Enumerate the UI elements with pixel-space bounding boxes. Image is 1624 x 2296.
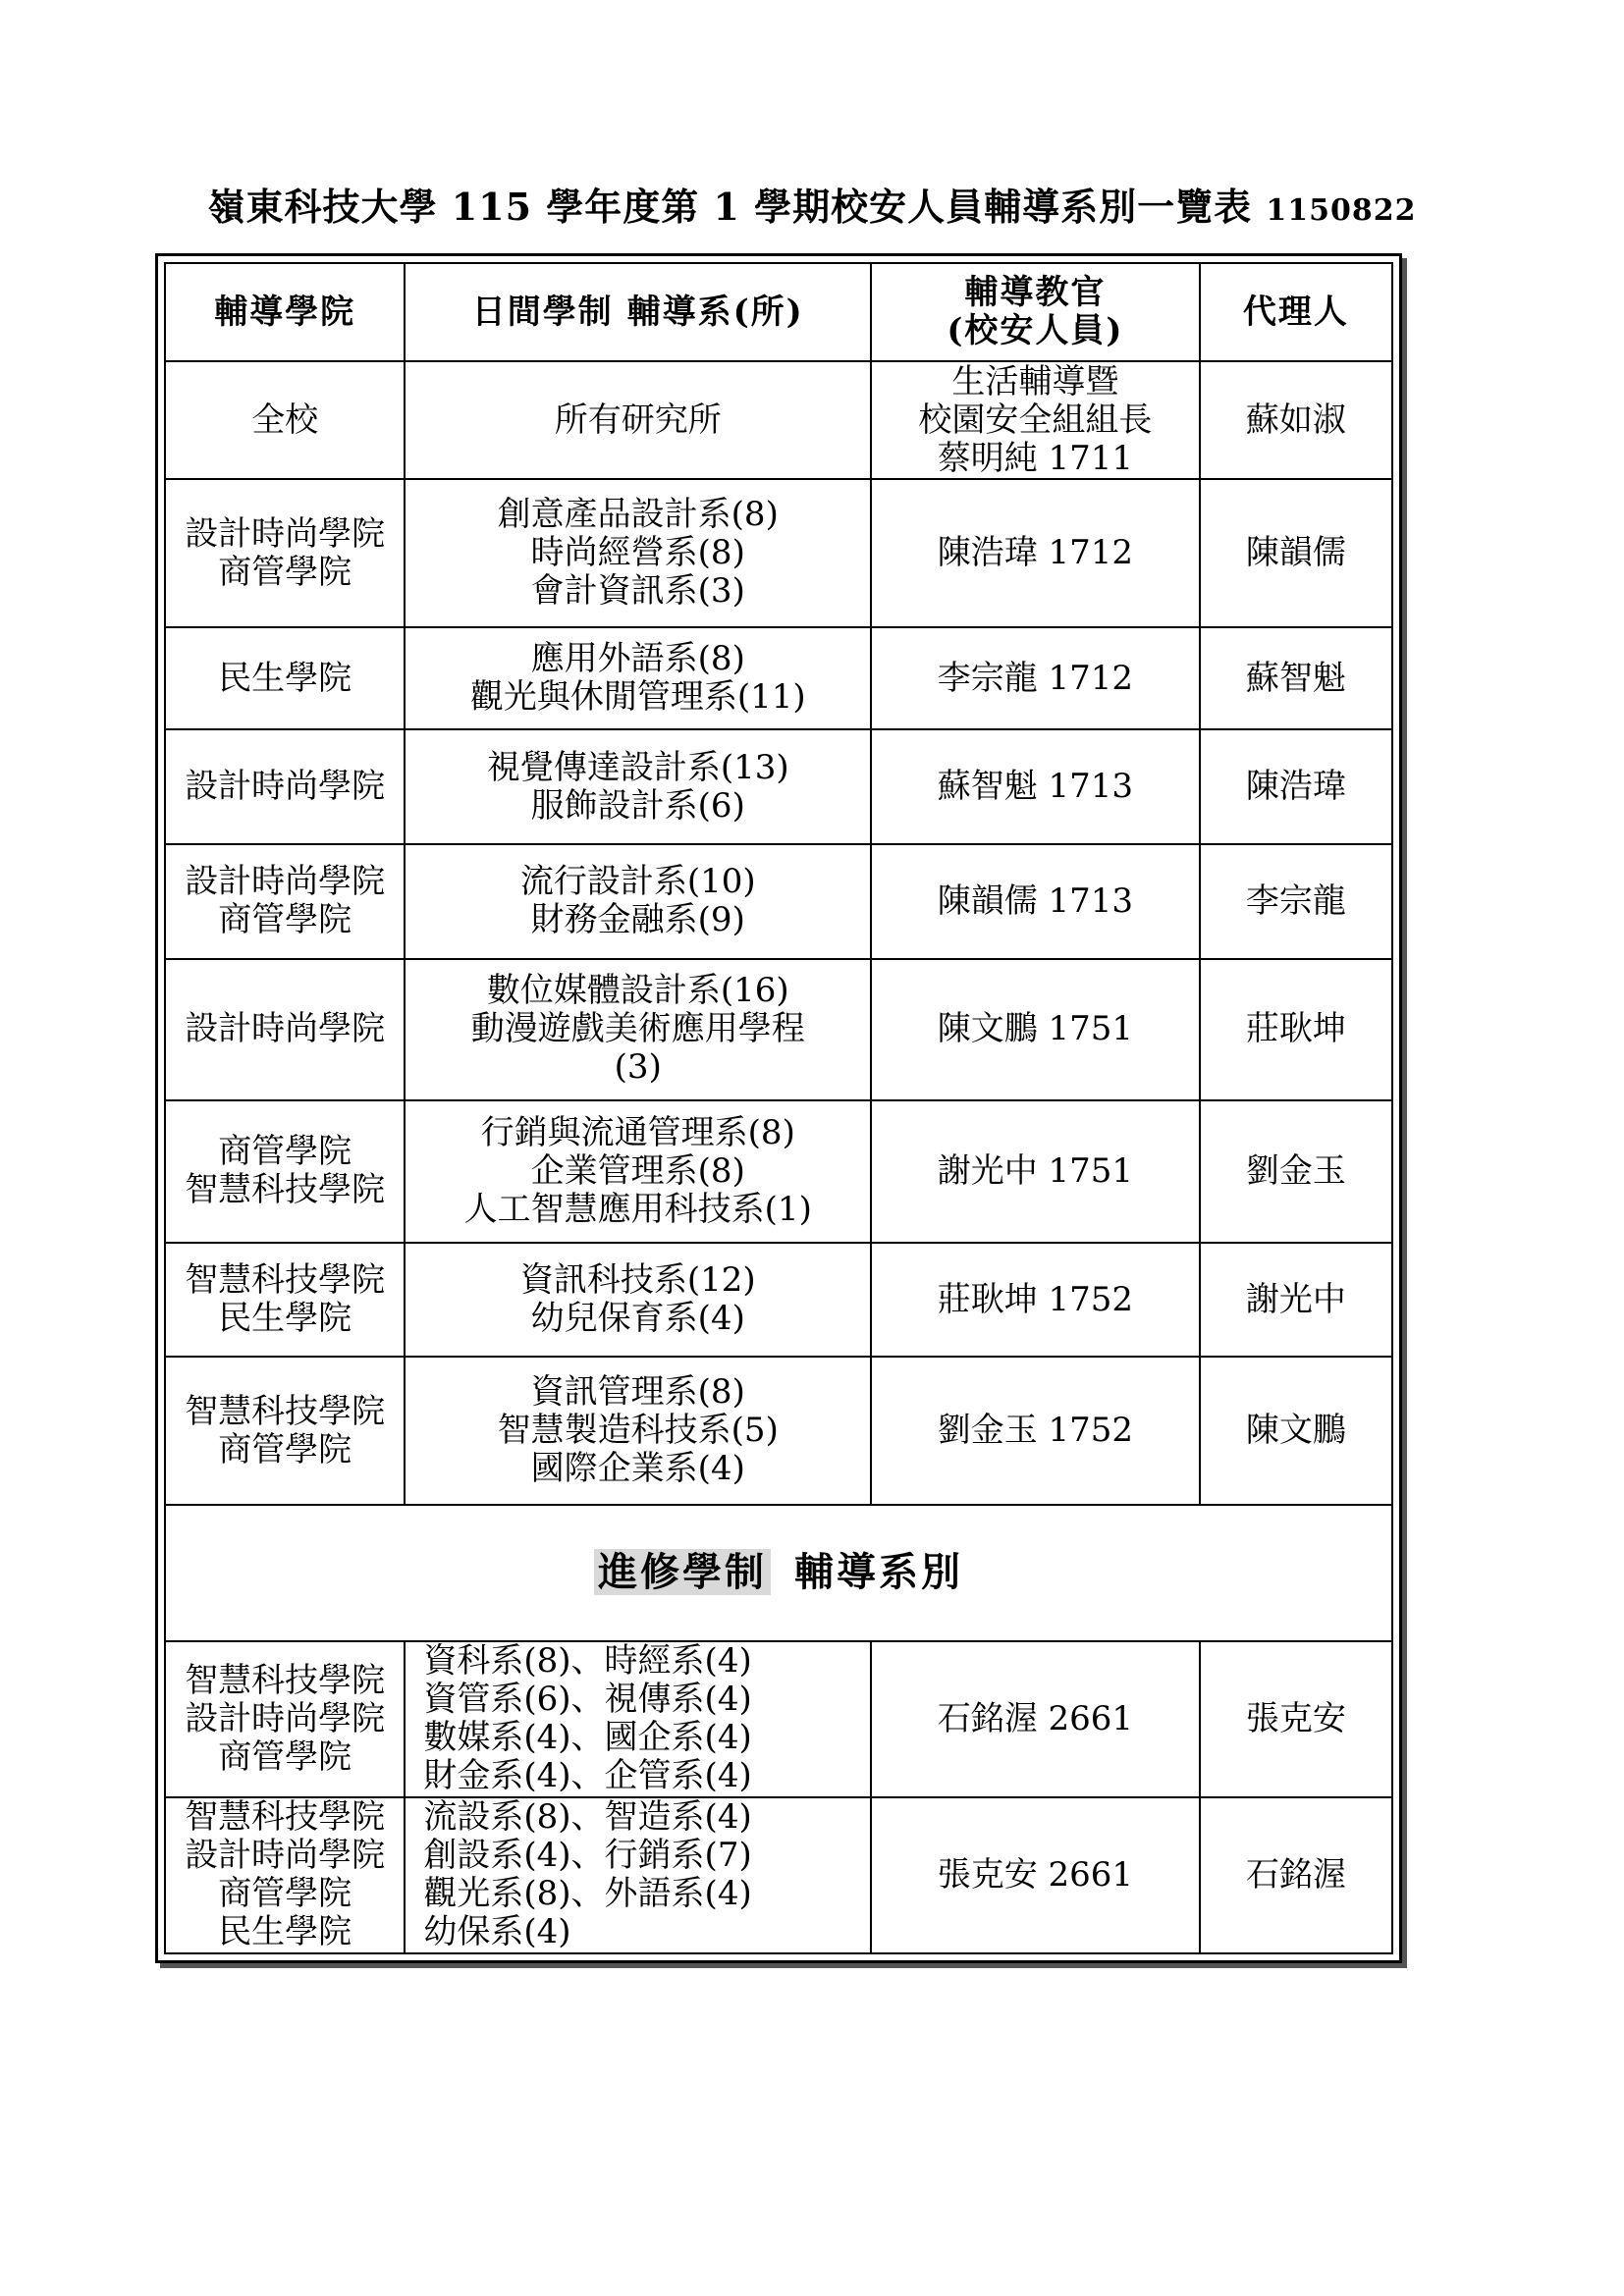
college-cell [165,627,405,729]
depts-cell-line: 所有研究所 [554,400,722,440]
college-cell [165,1797,405,1953]
officer-cell-line: 陳浩瑋 1712 [937,533,1134,573]
depts-cell-line: 智慧製造科技系(5) [497,1411,779,1451]
college-cell [165,361,405,479]
officer-cell [871,627,1200,729]
agent-cell: 莊耿坤 [1200,959,1392,1101]
depts-cell [405,627,871,729]
depts-cell-line: 資管系(6)、視傳系(4) [423,1680,752,1720]
college-cell-line: 全校 [251,400,319,440]
college-cell [165,1357,405,1505]
header-agent: 代理人 [1200,263,1392,361]
agent-cell: 李宗龍 [1200,844,1392,959]
agent-cell: 蘇如淑 [1200,361,1392,479]
college-cell [165,479,405,627]
college-cell-line: 設計時尚學院 [185,1836,386,1876]
college-cell [165,1100,405,1243]
header-officer [871,263,1200,361]
depts-cell [405,729,871,844]
college-cell-line: 設計時尚學院 [185,1698,386,1738]
officer-cell [871,479,1200,627]
agent-cell: 陳文鵬 [1200,1357,1392,1505]
college-cell [165,959,405,1101]
depts-cell [405,1100,871,1243]
table-row [165,1797,1392,1953]
depts-cell-line: 國際企業系(4) [530,1449,745,1489]
table-row [165,1100,1392,1243]
college-cell [165,844,405,959]
college-cell-line: 商管學院 [218,1874,352,1914]
depts-cell-line: 人工智慧應用科技系(1) [463,1190,812,1230]
officer-cell [871,959,1200,1101]
officer-cell-line: 陳韻儒 1713 [937,881,1134,921]
agent-cell: 陳浩瑋 [1200,729,1392,844]
table-row [165,479,1392,627]
depts-cell [405,844,871,959]
depts-cell [405,1641,871,1797]
officer-cell [871,361,1200,479]
depts-cell-line: 資科系(8)、時經系(4) [423,1641,752,1682]
college-cell-line: 民生學院 [218,1912,352,1952]
table-row [165,1357,1392,1505]
depts-cell-line: 數媒系(4)、國企系(4) [423,1718,752,1758]
officer-cell [871,729,1200,844]
table-row [165,361,1392,479]
evening-heading-row [165,1505,1392,1641]
officer-cell [871,1641,1200,1797]
officer-cell-line: 校園安全組組長 [918,400,1153,440]
agent-cell: 張克安 [1200,1641,1392,1797]
title-code: 1150822 [1266,193,1417,228]
officer-cell-line: 蘇智魁 1713 [937,767,1134,807]
college-cell-line: 智慧科技學院 [185,1259,386,1300]
depts-cell [405,361,871,479]
college-cell-line: 商管學院 [218,1132,352,1172]
depts-cell-line: 企業管理系(8) [530,1150,745,1191]
college-cell [165,1641,405,1797]
table-row [165,1641,1392,1797]
officer-cell [871,1243,1200,1358]
depts-cell-line: 時尚經營系(8) [530,533,745,573]
evening-heading-rest: 輔導系別 [794,1549,963,1596]
depts-cell-line: 觀光系(8)、外語系(4) [423,1874,752,1914]
college-cell-line: 商管學院 [218,900,352,940]
table-frame [155,253,1402,1963]
officer-cell [871,1100,1200,1243]
depts-cell-line: 創設系(4)、行銷系(7) [423,1836,752,1876]
depts-cell-line: 應用外語系(8) [530,639,745,679]
college-cell-line: 民生學院 [218,658,352,698]
depts-cell-line: 資訊管理系(8) [530,1372,745,1413]
depts-cell-line: 觀光與休閒管理系(11) [469,677,806,718]
table-row [165,844,1392,959]
depts-cell-line: 流行設計系(10) [519,862,756,902]
officer-cell [871,844,1200,959]
college-cell-line: 智慧科技學院 [185,1797,386,1838]
college-cell-line: 智慧科技學院 [185,1391,386,1431]
depts-cell-line: 幼兒保育系(4) [530,1299,745,1339]
college-cell-line: 設計時尚學院 [185,513,386,554]
depts-cell-line: (3) [614,1047,662,1088]
agent-cell: 陳韻儒 [1200,479,1392,627]
depts-cell-line: 會計資訊系(3) [530,571,745,612]
officer-cell-line: 張克安 2661 [937,1854,1134,1895]
depts-cell-line: 創意產品設計系(8) [497,494,779,534]
depts-cell [405,959,871,1101]
officer-cell-line: 李宗龍 1712 [937,658,1134,698]
college-cell-line: 商管學院 [218,1429,352,1469]
depts-cell-line: 數位媒體設計系(16) [486,971,789,1011]
officer-cell-line: 陳文鵬 1751 [937,1009,1134,1049]
table-row [165,627,1392,729]
officer-cell [871,1357,1200,1505]
table-row [165,729,1392,844]
header-row [165,263,1392,361]
depts-cell-line: 流設系(8)、智造系(4) [423,1797,752,1838]
officer-cell-line: 石銘渥 2661 [937,1698,1134,1738]
assignment-table [164,262,1393,1954]
header-officer-line1: 輔導教官 [964,273,1107,313]
agent-cell: 蘇智魁 [1200,627,1392,729]
title-main: 嶺東科技大學 115 學年度第 1 學期校安人員輔導系別一覽表 [207,185,1253,229]
college-cell-line: 智慧科技學院 [185,1660,386,1700]
agent-cell: 劉金玉 [1200,1100,1392,1243]
agent-cell: 石銘渥 [1200,1797,1392,1953]
table-row [165,959,1392,1101]
depts-cell [405,479,871,627]
depts-cell-line: 視覺傳達設計系(13) [486,747,789,787]
depts-cell-line: 資訊科技系(12) [519,1259,756,1300]
college-cell-line: 商管學院 [218,552,352,592]
officer-cell-line: 劉金玉 1752 [937,1411,1134,1451]
header-depts: 日間學制 輔導系(所) [405,263,871,361]
depts-cell-line: 行銷與流通管理系(8) [480,1112,795,1152]
header-college: 輔導學院 [165,263,405,361]
officer-cell-line: 謝光中 1751 [937,1150,1134,1191]
officer-cell [871,1797,1200,1953]
header-officer-line2: (校安人員) [947,311,1124,351]
college-cell-line: 智慧科技學院 [185,1170,386,1210]
agent-cell: 謝光中 [1200,1243,1392,1358]
college-cell-line: 商管學院 [218,1736,352,1777]
college-cell [165,1243,405,1358]
depts-cell-line: 財務金融系(9) [530,900,745,940]
depts-cell-line: 服飾設計系(6) [530,785,745,826]
depts-cell-line: 動漫遊戲美術應用學程 [470,1009,805,1049]
depts-cell [405,1357,871,1505]
page-title [0,177,1624,231]
college-cell-line: 設計時尚學院 [185,767,386,807]
college-cell-line: 設計時尚學院 [185,862,386,902]
college-cell [165,729,405,844]
officer-cell-line: 蔡明純 1711 [937,438,1134,478]
evening-heading [165,1505,1392,1641]
depts-cell [405,1243,871,1358]
college-cell-line: 設計時尚學院 [185,1009,386,1049]
depts-cell-line: 財金系(4)、企管系(4) [423,1756,752,1796]
depts-cell-line: 幼保系(4) [423,1912,571,1952]
officer-cell-line: 莊耿坤 1752 [937,1279,1134,1319]
evening-heading-highlight: 進修學制 [594,1549,771,1595]
college-cell-line: 民生學院 [218,1299,352,1339]
depts-cell [405,1797,871,1953]
officer-cell-line: 生活輔導暨 [951,361,1119,401]
table-row [165,1243,1392,1358]
